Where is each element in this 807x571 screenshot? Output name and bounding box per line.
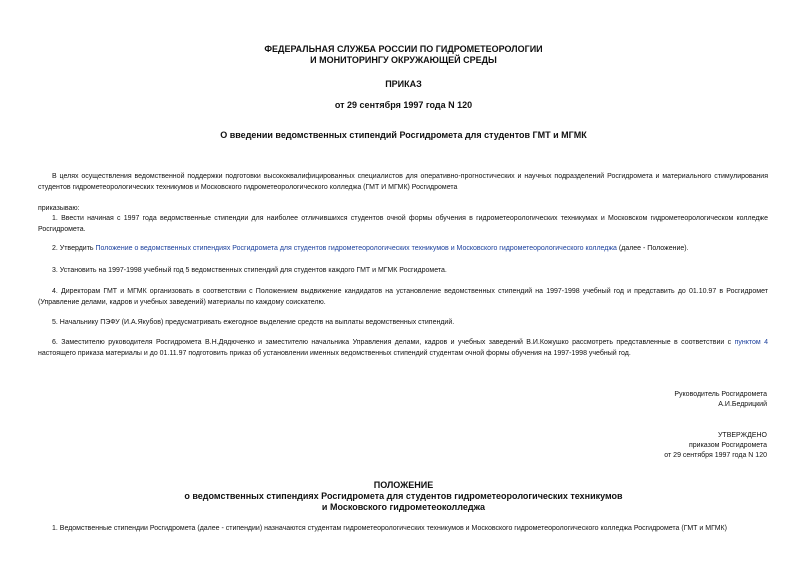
signature-position: Руководитель Росгидромета — [674, 391, 767, 398]
approval-block — [664, 431, 767, 461]
regulation-link[interactable]: Положение о ведомственных стипендиях Росгидромета для студентов гидрометеорологических техникумов и Московского гидрометеорологического колледжа — [95, 245, 617, 252]
agency-line-2: И МОНИТОРИНГУ ОКРУЖАЮЩЕЙ СРЕДЫ — [310, 55, 497, 65]
item-5: 5. Начальнику ПЭФУ (И.А.Якубов) предусматривать ежегодное выделение средств на выплаты ведомственных стипендий. — [52, 319, 455, 326]
signature-name: А.И.Бедрицкий — [718, 401, 767, 408]
item-3: 3. Установить на 1997-1998 учебный год 5 ведомственных стипендий для студентов каждого ГМТ и МГМК Росгидромета. — [52, 267, 447, 274]
approval-stamp: УТВЕРЖДЕНО — [717, 432, 767, 439]
item-6-pre: 6. Заместителю руководителя Росгидромета В.Н.Дядюченко и заместителю начальника Управления делами, кадров и учебных заведений В.И.Кожушко рассмотреть представленные в соответствии с — [52, 339, 735, 346]
item-6-post: настоящего приказа материалы и до 01.11.97 подготовить приказ об установлении именных ведомственных стипендий студентам очной формы обучения на 1997-1998 учебный год. — [38, 350, 631, 357]
approval-date: от 29 сентября 1997 года N 120 — [664, 452, 767, 459]
regulation-title: ПОЛОЖЕНИЕ — [373, 480, 434, 490]
paragraph-4-link[interactable]: пунктом 4 — [734, 339, 769, 346]
doc-title: О введении ведомственных стипендий Росгидромета для студентов ГМТ и МГМК — [220, 130, 587, 140]
agency-line-1: ФЕДЕРАЛЬНАЯ СЛУЖБА РОССИИ ПО ГИДРОМЕТЕОРОЛОГИИ — [264, 44, 543, 54]
regulation-subtitle-line-1: о ведомственных стипендиях Росгидромета для студентов гидрометеорологических техникумов — [184, 491, 623, 501]
doc-date: от 29 сентября 1997 года N 120 — [334, 100, 473, 110]
item-4: 4. Директорам ГМТ и МГМК организовать в соответствии с Положением выдвижение кандидатов на установление ведомственных стипендий на 1997-1998 учебный год и представить до 01.10.97 в Росгидромет (Управление делами, кадров и учебных заведений) материалы по каждому соискателю. — [38, 288, 768, 306]
regulation-paragraph-1: 1. Ведомственные стипендии Росгидромета (далее - стипендии) назначаются студентам гидрометеорологических техникумов и Московского гидрометеорологического колледжа Росгидромета (ГМТ и МГМК) — [52, 525, 727, 532]
order-word: приказываю: — [38, 205, 80, 212]
item-6 — [38, 337, 768, 359]
regulation-subtitle — [0, 491, 807, 513]
doc-type: ПРИКАЗ — [385, 79, 422, 89]
preamble: В целях осуществления ведомственной поддержки подготовки высококвалифицированных специалистов для оперативно-прогностических и научных подразделений Росгидромета и материального стимулирования студентов гидрометеорологических техникумов и Московского гидрометеорологического колледжа (ГМТ И МГМК) Росгидромета — [38, 173, 768, 191]
agency-name — [0, 44, 807, 66]
regulation-subtitle-line-2: и Московского гидрометеоколледжа — [321, 502, 486, 512]
item-2 — [38, 243, 768, 254]
item-1: 1. Ввести начиная с 1997 года ведомственные стипендии для наиболее отличившихся студентов очной формы обучения в гидрометеорологических техникумах и Московском гидрометеорологическом колледже Росгидромета. — [38, 215, 768, 233]
signature-block — [674, 390, 767, 410]
item-2-pre: 2. Утвердить — [52, 245, 96, 252]
item-2-post: (далее - Положение). — [616, 245, 689, 252]
approval-by-order: приказом Росгидромета — [689, 442, 767, 449]
